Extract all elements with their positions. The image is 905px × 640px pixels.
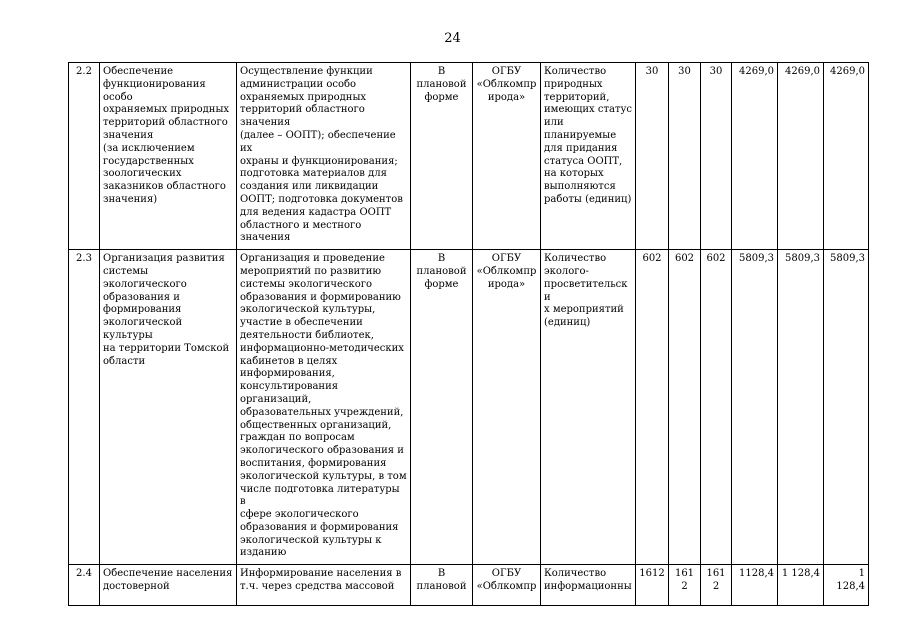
- indicator-text: Количество информационны: [544, 568, 632, 593]
- activity-form: В плановой форме: [411, 250, 473, 565]
- activity-name: Обеспечение функционирования особо охраняемых природных территорий областного значения (за исключением государственных зоологических заказников областного значения): [100, 63, 237, 250]
- row-number: 2.2: [69, 63, 100, 250]
- indicator-value-2: 602: [669, 250, 701, 565]
- page-number: 24: [444, 31, 461, 46]
- executor-text: ОГБУ «Облкомпр: [476, 568, 537, 593]
- indicator-value-2: 30: [669, 63, 701, 250]
- funding-value-2-text: 1 128,4: [781, 568, 820, 580]
- funding-value-3-text: 1 128,4: [836, 568, 865, 593]
- indicator-value-1: [636, 565, 669, 606]
- indicator-value-3: [701, 565, 732, 606]
- activity-name-text: Обеспечение населения достоверной: [103, 568, 233, 593]
- activity-content: Организация и проведение мероприятий по развитию системы экологического образования и формированию экологической культуры, участие в обеспечении деятельности библиотек, информационно-методических кабинетов в целях информирования, консультирования организаций, образовательных учреждений, общественных организаций, граждан по вопросам экологического образования и воспитания, формирования экологической культуры, в том числе подготовка литературы в сфере экологического образования и формирования экологической культуры к изданию: [237, 250, 411, 565]
- activity-content: Осуществление функции администрации особо охраняемых природных территорий областного значения (далее – ООПТ); обеспечение их охраны и функционирования; подготовка материалов для создания или ликвидации ООПТ; подготовка документов для ведения кадастра ООПТ областного и местного значения: [237, 63, 411, 250]
- executor: [473, 565, 541, 606]
- indicator-value-3: 30: [701, 63, 732, 250]
- activity-content: [237, 565, 411, 606]
- funding-value-2: [778, 565, 824, 606]
- program-table: [68, 62, 869, 606]
- indicator-value-1-text: 1612: [639, 568, 665, 580]
- executor: ОГБУ «Облкомпр ирода»: [473, 63, 541, 250]
- row-number: 2.3: [69, 250, 100, 565]
- table-row: [69, 565, 869, 606]
- activity-form: В плановой форме: [411, 63, 473, 250]
- funding-value-1-text: 1128,4: [739, 568, 774, 580]
- indicator: [541, 565, 636, 606]
- funding-value-2: 4269,0: [778, 63, 824, 250]
- activity-form: [411, 565, 473, 606]
- row-number-text: 2.4: [76, 568, 92, 580]
- funding-value-2: 5809,3: [778, 250, 824, 565]
- funding-value-1: 4269,0: [732, 63, 778, 250]
- indicator-value-2: [669, 565, 701, 606]
- funding-value-1: 5809,3: [732, 250, 778, 565]
- indicator-value-3-text: 1612: [706, 568, 726, 593]
- funding-value-3: [824, 565, 869, 606]
- funding-value-1: [732, 565, 778, 606]
- activity-name: [100, 565, 237, 606]
- funding-value-3: 5809,3: [824, 250, 869, 565]
- table-row: [69, 250, 869, 565]
- executor: ОГБУ «Облкомпр ирода»: [473, 250, 541, 565]
- indicator: Количество эколого- просветительски х мероприятий (единиц): [541, 250, 636, 565]
- activity-form-text: В плановой: [416, 568, 467, 593]
- indicator-value-3: 602: [701, 250, 732, 565]
- row-number: [69, 565, 100, 606]
- activity-content-text: Информирование населения в т.ч. через средства массовой: [240, 568, 402, 593]
- indicator-value-1: 30: [636, 63, 669, 250]
- indicator-value-2-text: 1612: [674, 568, 695, 593]
- indicator-value-1: 602: [636, 250, 669, 565]
- activity-name: Организация развития системы экологического образования и формирования экологической культуры на территории Томской области: [100, 250, 237, 565]
- indicator: Количество природных территорий, имеющих статус или планируемые для придания статуса ООПТ, на которых выполняются работы (единиц): [541, 63, 636, 250]
- table-row: [69, 63, 869, 250]
- funding-value-3: 4269,0: [824, 63, 869, 250]
